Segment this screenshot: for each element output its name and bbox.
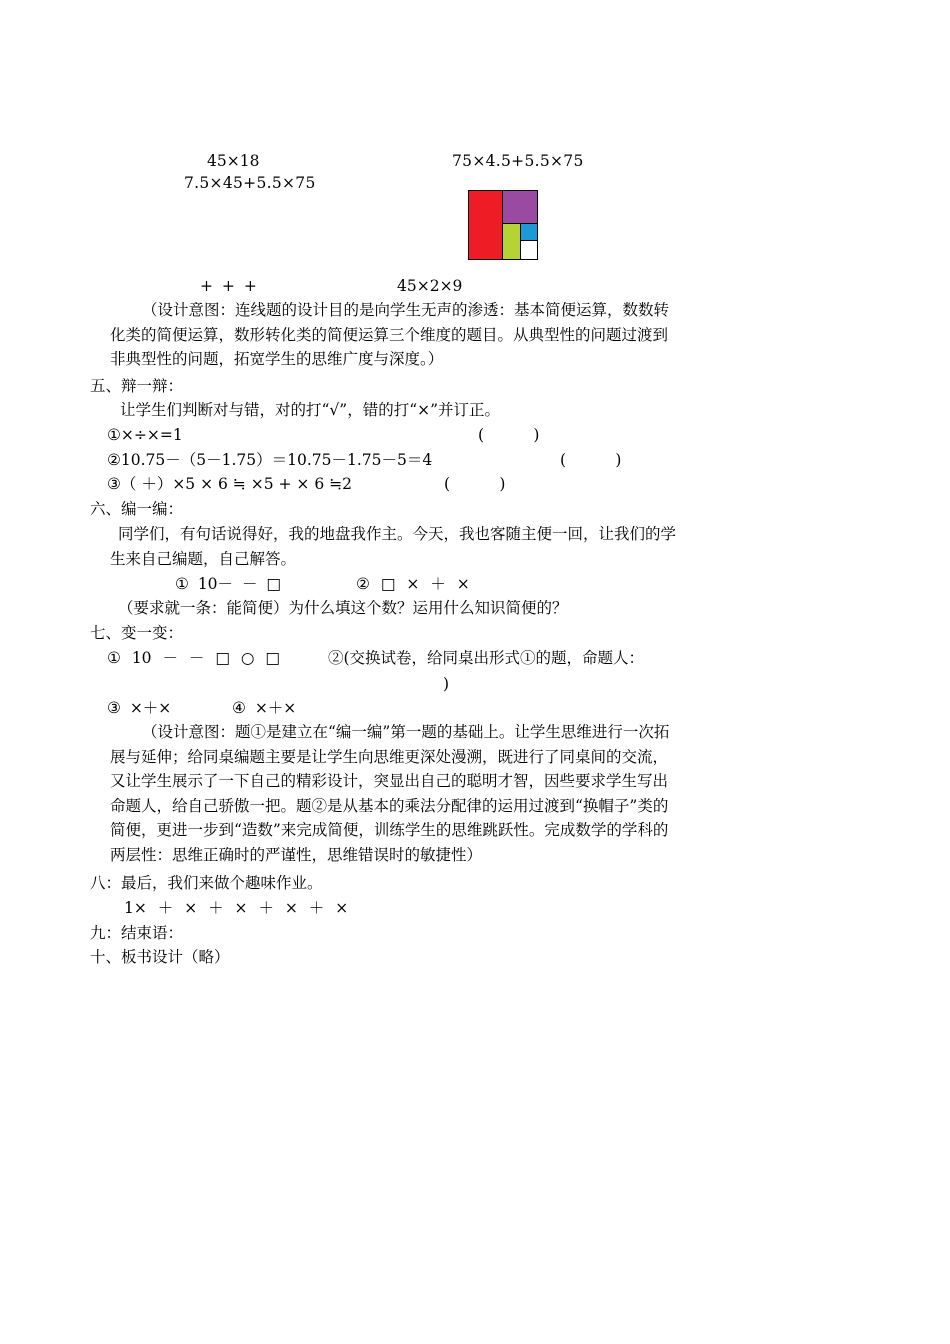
section6-heading: 六、编一编：: [90, 500, 184, 518]
section5-item1: ①×÷×=1: [107, 426, 183, 444]
section7-heading: 七、变一变：: [90, 624, 184, 642]
section9-heading: 九：结束语：: [90, 924, 184, 942]
section5-item2-paren: ( ): [560, 451, 622, 469]
match-expr-e: 45×2×9: [397, 277, 463, 295]
match-expr-d: + + +: [200, 277, 257, 295]
section6-q1: ① 10－ － □: [175, 575, 282, 593]
section7-q1: ① 10 － － □ ○ □: [107, 649, 280, 667]
section5-item2: ②10.75－（5－1.75）＝10.75－1.75－5＝4: [107, 451, 433, 469]
section7-design-intent: （设计意图：题①是建立在“编一编”第一题的基础上。让学生思维进行一次拓展与延伸；给同桌编题主要是让学生向思维更深处漫溯，既进行了同桌间的交流，又让学生展示了一下自己的精彩设计，突显出自己的聪明才智，因些要求学生写出命题人，给自己骄傲一把。题②是从基本的乘法分配律的运用过渡到“换帽子”类的简便，更进一步到“造数”来完成简便，训练学生的思维跳跃性。完成数学的学科的两层性：思维正确时的严谨性，思维错误时的敏捷性）: [110, 723, 670, 864]
section6-intro: 同学们，有句话说得好，我的地盘我作主。今天，我也客随主便一回，让我们的学生来自己编题，自己解答。: [110, 525, 677, 568]
green-rect: [503, 224, 521, 260]
section5-intro: 让学生们判断对与错，对的打“√”，错的打“×”并订正。: [120, 401, 501, 419]
section7-q2: ②(交换试卷，给同桌出形式①的题，命题人：: [328, 649, 645, 667]
match-expr-c: 7.5×45+5.5×75: [184, 174, 316, 192]
section5-item3: ③（ ＋）×5 × 6 ≒ ×5 + × 6 ≒2: [107, 475, 352, 493]
design-intent-1: （设计意图：连线题的设计目的是向学生无声的渗透：基本简便运算，数数转化类的简便运算，数形转化类的简便运算三个维度的题目。从典型性的问题过渡到非典型性的问题，拓宽学生的思维广度与深度。）: [110, 301, 670, 368]
blue-rect: [521, 224, 538, 241]
section8-expr: 1× ＋ × ＋ × ＋ × ＋ ×: [124, 899, 349, 917]
section6-note: （要求就一条：能简便）为什么填这个数？运用什么知识简便的？: [118, 599, 568, 617]
section5-heading: 五、辩一辩：: [90, 377, 184, 395]
section6-q2: ② □ × ＋ ×: [356, 575, 470, 593]
section5-item1-paren: ( ): [478, 426, 540, 444]
section5-item3-paren: ( ): [444, 475, 506, 493]
section7-q4: ④ ×＋×: [232, 699, 297, 717]
section8-heading: 八：最后，我们来做个趣味作业。: [90, 874, 323, 892]
white-rect: [521, 241, 538, 260]
section10-heading: 十、板书设计（略）: [90, 948, 230, 966]
area-model-figure: [468, 190, 538, 260]
section7-q3: ③ ×＋×: [107, 699, 172, 717]
red-rect: [469, 191, 503, 260]
area-model-svg: [468, 190, 538, 260]
purple-rect: [503, 191, 538, 224]
match-expr-b: 75×4.5+5.5×75: [452, 152, 584, 170]
section7-q2-close: ): [443, 675, 450, 693]
match-expr-a: 45×18: [207, 152, 260, 170]
